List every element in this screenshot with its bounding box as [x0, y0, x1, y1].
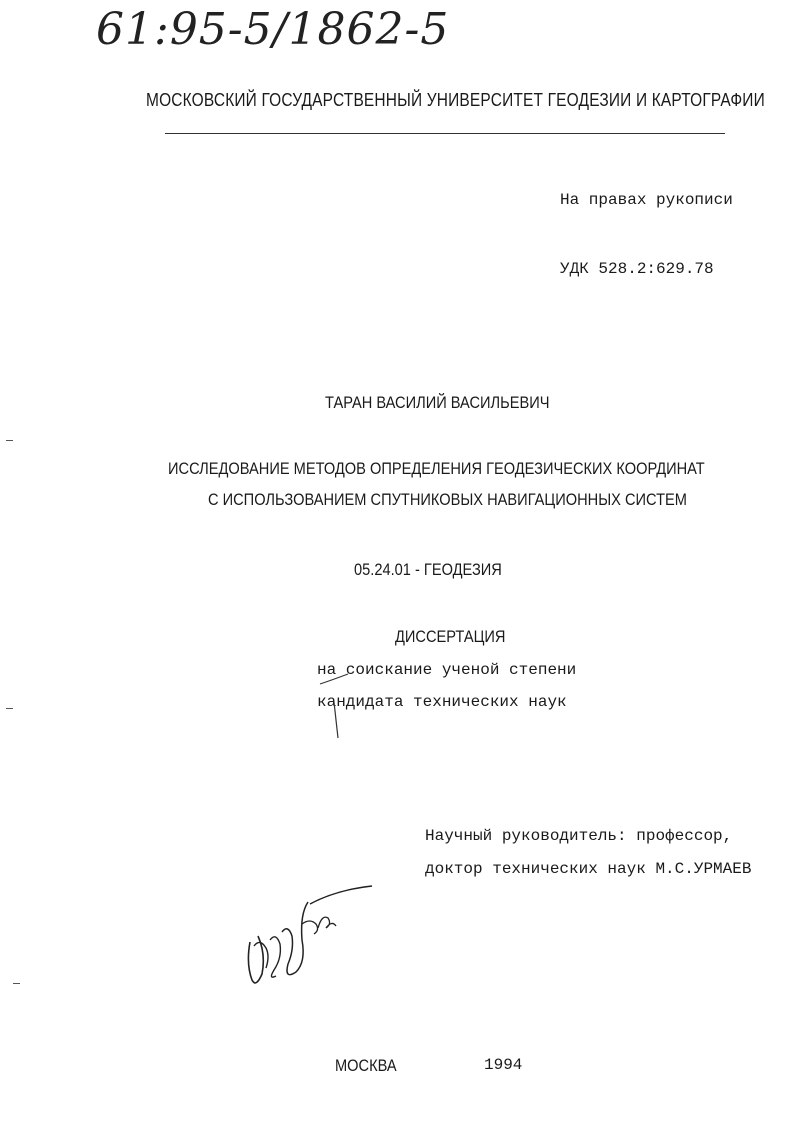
manuscript-rights: На правах рукописи: [560, 191, 733, 209]
margin-mark: [6, 708, 13, 709]
advisor-line-1: Научный руководитель: профессор,: [425, 827, 733, 845]
signature-icon: [236, 884, 378, 996]
archive-number: 61:95-5/1862-5: [96, 4, 450, 55]
margin-mark: [13, 983, 20, 984]
advisor-line-2: доктор технических наук М.С.УРМАЕВ: [425, 860, 752, 878]
degree-line-1: на соискание ученой степени: [317, 661, 577, 679]
city: МОСКВА: [335, 1056, 397, 1075]
header-divider: [165, 133, 725, 134]
dissertation-title-line-2: С ИСПОЛЬЗОВАНИЕМ СПУТНИКОВЫХ НАВИГАЦИОННЫХ СИСТЕМ: [208, 490, 687, 509]
pen-mark-icon: [312, 662, 352, 742]
university-name: МОСКОВСКИЙ ГОСУДАРСТВЕННЫЙ УНИВЕРСИТЕТ ГЕОДЕЗИИ И КАРТОГРАФИИ: [146, 90, 765, 110]
year: 1994: [484, 1056, 523, 1074]
dissertation-title-line-1: ИССЛЕДОВАНИЕ МЕТОДОВ ОПРЕДЕЛЕНИЯ ГЕОДЕЗИЧЕСКИХ КООРДИНАТ: [168, 459, 705, 478]
document-type: ДИССЕРТАЦИЯ: [395, 627, 506, 646]
degree-line-2: кандидата технических наук: [317, 693, 567, 711]
author-name: ТАРАН ВАСИЛИЙ ВАСИЛЬЕВИЧ: [325, 393, 550, 412]
specialty-code: 05.24.01 - ГЕОДЕЗИЯ: [354, 560, 502, 579]
margin-mark: [6, 440, 13, 441]
udc-code: УДК 528.2:629.78: [560, 260, 714, 278]
